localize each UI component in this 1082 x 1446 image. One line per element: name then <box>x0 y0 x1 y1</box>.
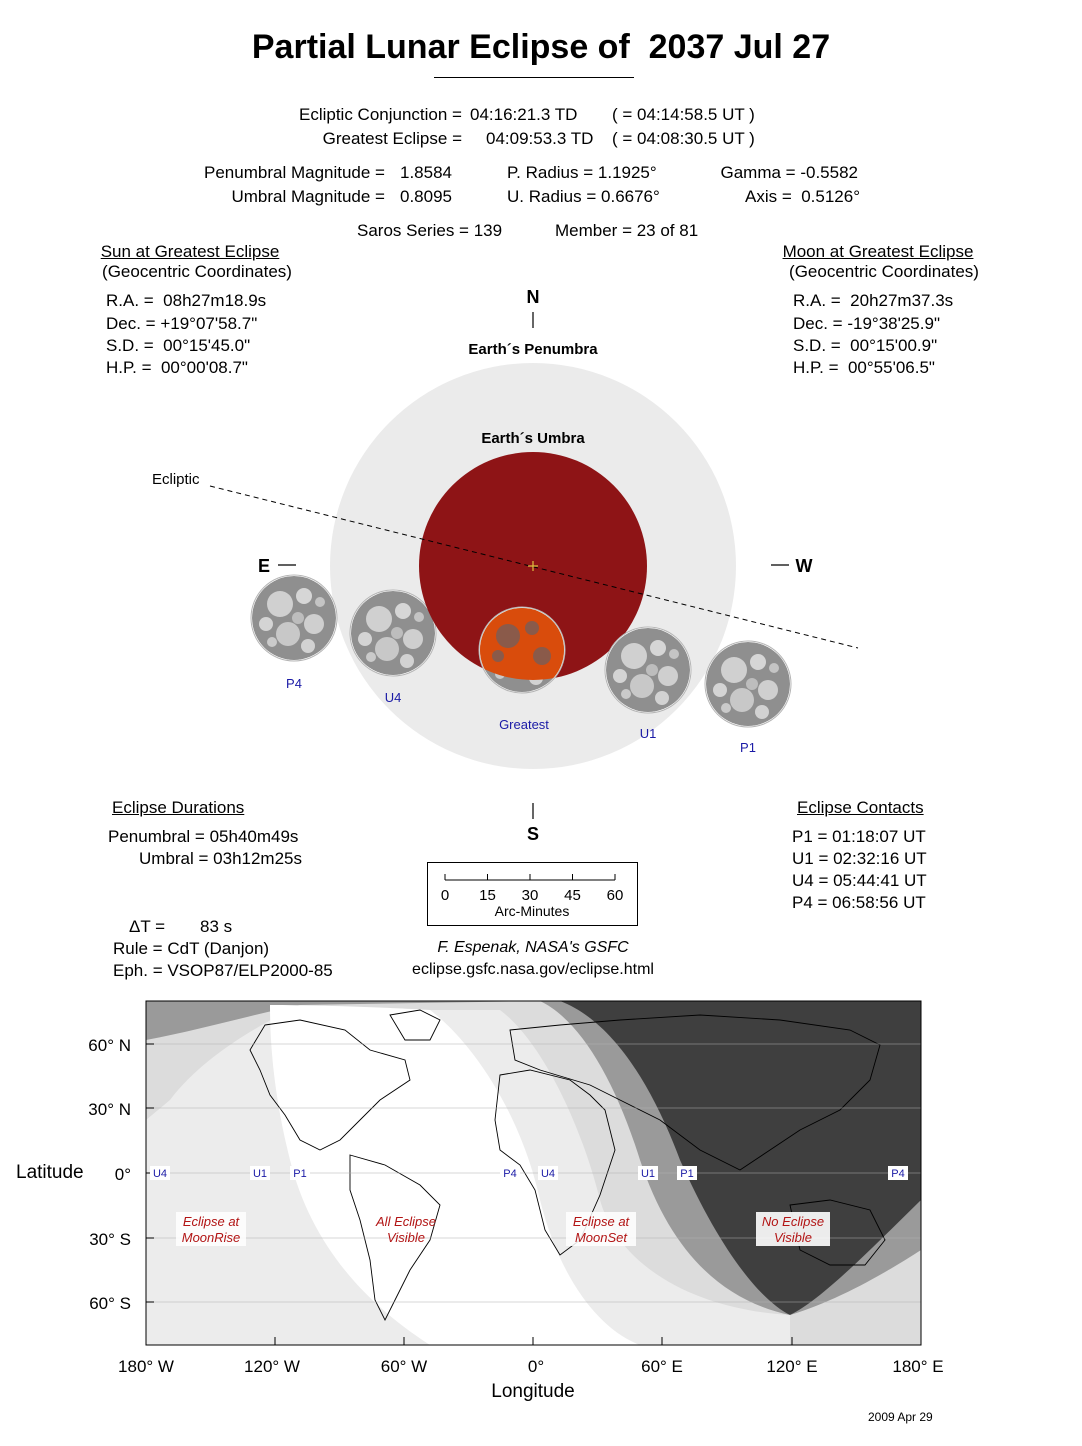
map-marker-p1-east: P1 <box>680 1168 694 1180</box>
sun-sd: S.D. = 00°15'45.0" <box>106 336 251 355</box>
ecliptic-label: Ecliptic <box>152 471 200 488</box>
lat-tick-0: 0° <box>114 1165 131 1184</box>
moon-ra: R.A. = 20h27m37.3s <box>793 291 954 310</box>
sun-hp: H.P. = 00°00'08.7" <box>106 358 248 377</box>
scale-tick-label: 45 <box>564 887 581 904</box>
scale-tick-label: 0 <box>440 887 450 904</box>
scale-tick-label: 60 <box>606 887 624 904</box>
south-label: S <box>526 824 540 840</box>
title-underline <box>434 77 634 78</box>
penumbra-label: Earth´s Penumbra <box>468 341 598 358</box>
scale-tick-label: 30 <box>521 887 539 904</box>
penumbral-magnitude-label: Penumbral Magnitude = <box>204 163 385 182</box>
generated-date: 2009 Apr 29 <box>868 1410 933 1424</box>
duration-penumbral: Penumbral = 05h40m49s <box>108 827 299 846</box>
conjunction-td: 04:16:21.3 TD <box>470 105 578 124</box>
contacts-heading: Eclipse Contacts <box>797 798 924 817</box>
lon-tick-120e: 120° E <box>766 1357 818 1376</box>
conjunction-ut: ( = 04:14:58.5 UT ) <box>612 105 755 124</box>
danjon-rule: Rule = CdT (Danjon) <box>113 939 270 958</box>
moon-subheading: (Geocentric Coordinates) <box>789 262 979 281</box>
greatest-label: Greatest Eclipse = <box>322 129 462 148</box>
moon-label-u1: U1 <box>639 726 657 741</box>
west-label: W <box>795 556 813 576</box>
lon-tick-0: 0° <box>527 1357 545 1376</box>
shadow-diagram <box>0 280 1082 840</box>
lat-tick-60s: 60° S <box>89 1294 131 1313</box>
map-marker-p4-center: P4 <box>503 1168 517 1180</box>
umbra-radius: U. Radius = 0.6676° <box>507 187 660 206</box>
scale-label: Arc-Minutes <box>494 903 570 919</box>
map-marker-p4-east: P4 <box>891 1168 905 1180</box>
visibility-map <box>0 990 1082 1410</box>
lon-tick-180w: 180° W <box>118 1357 174 1376</box>
axis-value: Axis = 0.5126° <box>744 187 860 206</box>
moon-p4 <box>251 575 337 661</box>
penumbra-radius: P. Radius = 1.1925° <box>507 163 657 182</box>
contact-u4: U4 = 05:44:41 UT <box>792 871 927 890</box>
region-moonrise-line2: MoonRise <box>181 1230 241 1245</box>
lon-tick-60e: 60° E <box>641 1357 683 1376</box>
east-label: E <box>257 556 271 576</box>
moon-u1 <box>605 627 691 713</box>
lon-tick-120w: 120° W <box>244 1357 300 1376</box>
region-moonset-line1: Eclipse at <box>572 1214 630 1229</box>
saros-series: Saros Series = 139 <box>357 221 503 240</box>
region-all-line1: All Eclipse <box>376 1214 436 1229</box>
source-url: eclipse.gsfc.nasa.gov/eclipse.html <box>412 961 654 978</box>
greatest-td: 04:09:53.3 TD <box>486 129 594 148</box>
map-marker-p1-west: P1 <box>293 1168 307 1180</box>
region-moonset-line2: MoonSet <box>574 1230 628 1245</box>
region-none-line1: No Eclipse <box>761 1214 825 1229</box>
region-none-line2: Visible <box>773 1230 813 1245</box>
moon-label-p1: P1 <box>740 740 756 755</box>
map-marker-u1-east: U1 <box>640 1168 656 1180</box>
sun-ra: R.A. = 08h27m18.9s <box>106 291 267 310</box>
greatest-ut: ( = 04:08:30.5 UT ) <box>612 129 755 148</box>
moon-label-greatest: Greatest <box>499 717 549 732</box>
delta-t-label: ΔT = <box>129 917 166 936</box>
scale-tick-label: 15 <box>479 887 496 904</box>
map-marker-u1-west: U1 <box>252 1168 268 1180</box>
moon-p1 <box>705 641 791 727</box>
lat-tick-60n: 60° N <box>88 1036 131 1055</box>
credit: F. Espenak, NASA's GSFC <box>437 939 629 956</box>
sun-dec: Dec. = +19°07'58.7" <box>106 314 258 333</box>
sun-heading: Sun at Greatest Eclipse <box>100 242 280 261</box>
duration-umbral: Umbral = 03h12m25s <box>139 849 303 868</box>
moon-heading: Moon at Greatest Eclipse <box>782 242 974 261</box>
contact-u1: U1 = 02:32:16 UT <box>792 849 927 868</box>
gamma-value: Gamma = -0.5582 <box>720 163 858 182</box>
lon-tick-60w: 60° W <box>380 1357 428 1376</box>
region-all-line2: Visible <box>386 1230 426 1245</box>
lon-tick-180e: 180° E <box>892 1357 944 1376</box>
contact-p4: P4 = 06:58:56 UT <box>792 893 926 912</box>
sun-subheading: (Geocentric Coordinates) <box>102 262 292 281</box>
contact-p1: P1 = 01:18:07 UT <box>792 827 926 846</box>
penumbral-magnitude-value: 1.8584 <box>400 163 452 182</box>
moon-label-p4: P4 <box>286 676 302 691</box>
conjunction-label: Ecliptic Conjunction = <box>298 105 462 124</box>
ephemeris: Eph. = VSOP87/ELP2000-85 <box>113 961 333 980</box>
lat-tick-30s: 30° S <box>89 1230 131 1249</box>
moon-label-u4: U4 <box>384 690 402 705</box>
delta-t-value: 83 s <box>200 917 233 936</box>
page-title: Partial Lunar Eclipse of 2037 Jul 27 <box>251 28 831 66</box>
umbra-label: Earth´s Umbra <box>481 430 585 447</box>
lat-tick-30n: 30° N <box>88 1100 131 1119</box>
map-marker-u4-center: U4 <box>540 1168 556 1180</box>
north-label: N <box>526 287 540 307</box>
saros-member: Member = 23 of 81 <box>555 221 699 240</box>
durations-heading: Eclipse Durations <box>112 798 245 817</box>
arc-minute-scale <box>427 862 639 928</box>
umbral-magnitude-value: 0.8095 <box>400 187 452 206</box>
moon-u4 <box>350 590 436 676</box>
moon-hp: H.P. = 00°55'06.5" <box>793 358 935 377</box>
moon-sd: S.D. = 00°15'00.9" <box>793 336 938 355</box>
region-moonrise-line1: Eclipse at <box>182 1214 240 1229</box>
longitude-axis-title: Longitude <box>491 1381 575 1402</box>
map-marker-u4-west: U4 <box>152 1168 168 1180</box>
moon-dec: Dec. = -19°38'25.9" <box>793 314 940 333</box>
latitude-axis-title: Latitude <box>16 1162 84 1183</box>
umbral-magnitude-label: Umbral Magnitude = <box>231 187 385 206</box>
